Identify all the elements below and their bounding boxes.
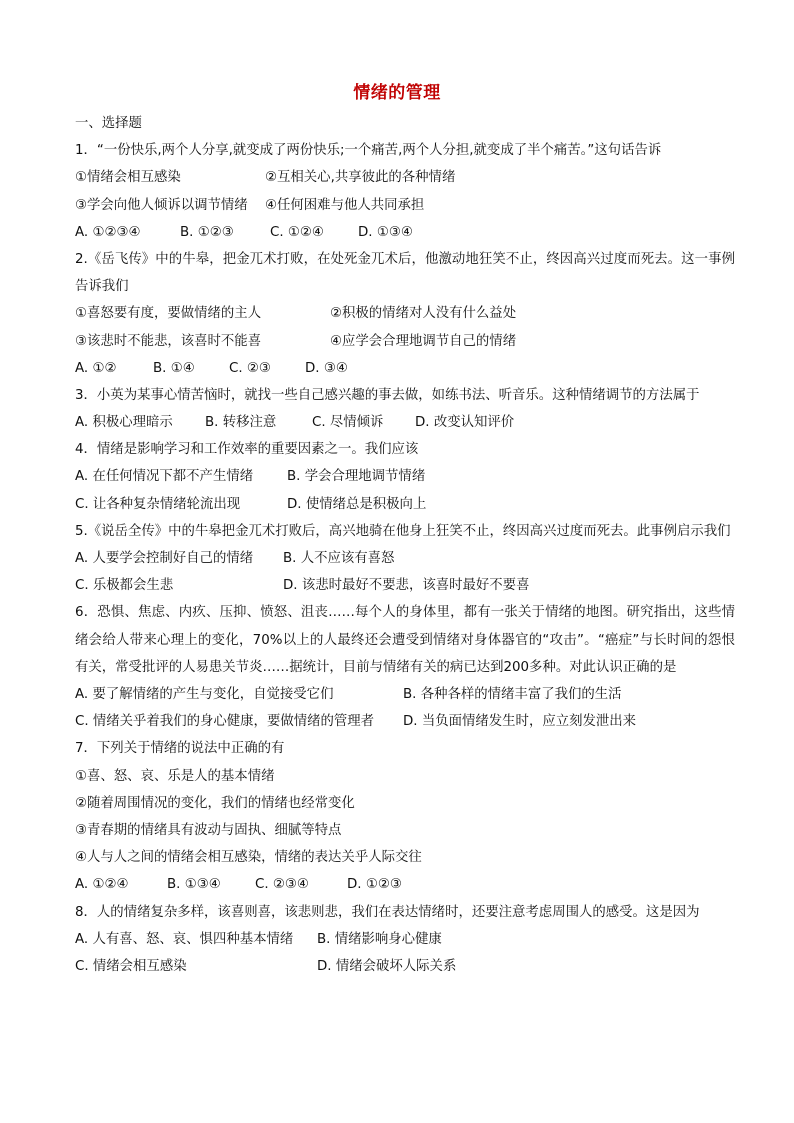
option-b[interactable]: B. 学会合理地调节情绪 xyxy=(287,469,426,485)
question-3-options xyxy=(75,409,735,436)
option-b[interactable]: B. 转移注意 xyxy=(205,415,277,431)
option-b[interactable]: B. 各种各样的情绪丰富了我们的生活 xyxy=(403,687,622,703)
option-b[interactable]: B. ①④ xyxy=(153,360,195,376)
statement: ②积极的情绪对人没有什么益处 xyxy=(330,306,517,322)
option-d[interactable]: D. ①②③ xyxy=(347,877,402,893)
option-d[interactable]: D. 改变认知评价 xyxy=(415,415,515,431)
statement: ②互相关心,共享彼此的各种情绪 xyxy=(265,170,456,186)
statement: ③青春期的情绪具有波动与固执、细腻等特点 xyxy=(75,822,342,838)
question-list xyxy=(75,110,735,980)
option-a[interactable]: A. 积极心理暗示 xyxy=(75,415,173,431)
question-7-stem: 7．下列关于情绪的说法中正确的有 xyxy=(75,741,285,757)
question-6-options-row-1 xyxy=(75,681,735,708)
option-d[interactable]: D. 该悲时最好不要悲，该喜时最好不要喜 xyxy=(283,578,530,594)
question-7-options xyxy=(75,871,735,898)
option-c[interactable]: C. 情绪关乎着我们的身心健康，要做情绪的管理者 xyxy=(75,714,375,730)
question-2-statements-row-2 xyxy=(75,328,735,355)
option-a[interactable]: A. ①②④ xyxy=(75,877,129,893)
question-1-statements-row-1 xyxy=(75,164,735,191)
question-6-options-row-2 xyxy=(75,708,735,735)
question-8-options-row-2 xyxy=(75,953,735,980)
option-d[interactable]: D. 使情绪总是积极向上 xyxy=(287,496,427,512)
statement: ①情绪会相互感染 xyxy=(75,170,181,186)
question-8-options-row-1 xyxy=(75,926,735,953)
statement: ④任何困难与他人共同承担 xyxy=(265,197,425,213)
question-5-stem: 5.《说岳全传》中的牛皋把金兀术打败后，高兴地骑在他身上狂笑不止，终因高兴过度而死去。此事例启示我们 xyxy=(75,523,731,539)
question-2-stem: 2.《岳飞传》中的牛皋，把金兀术打败，在处死金兀术后，他激动地狂笑不止，终因高兴过度而死去。这一事例告诉我们 xyxy=(75,251,735,295)
question-5-options-row-2 xyxy=(75,572,735,599)
option-c[interactable]: C. 乐极都会生悲 xyxy=(75,578,174,594)
option-c[interactable]: C. ②③ xyxy=(229,360,271,376)
question-3-stem: 3．小英为某事心情苦恼时，就找一些自己感兴趣的事去做，如练书法、听音乐。这种情绪调节的方法属于 xyxy=(75,387,700,403)
option-a[interactable]: A. 人有喜、怒、哀、惧四种基本情绪 xyxy=(75,931,294,947)
option-b[interactable]: B. ①②③ xyxy=(180,224,234,240)
statement: ②随着周围情况的变化，我们的情绪也经常变化 xyxy=(75,795,355,811)
option-b[interactable]: B. 情绪影响身心健康 xyxy=(317,931,442,947)
question-8-stem: 8．人的情绪复杂多样，该喜则喜，该悲则悲，我们在表达情绪时，还要注意考虑周围人的感受。这是因为 xyxy=(75,904,700,920)
question-2-statements-row-1 xyxy=(75,300,735,327)
option-b[interactable]: B. 人不应该有喜怒 xyxy=(283,551,395,567)
question-4-options-row-1 xyxy=(75,463,735,490)
option-c[interactable]: C. ②③④ xyxy=(255,877,309,893)
section-heading: 一、选择题 xyxy=(75,116,142,131)
question-5-options-row-1 xyxy=(75,545,735,572)
option-d[interactable]: D. ①③④ xyxy=(358,224,413,240)
question-4-stem: 4．情绪是影响学习和工作效率的重要因素之一。我们应该 xyxy=(75,442,419,458)
statement: ①喜怒要有度，要做情绪的主人 xyxy=(75,306,262,322)
option-c[interactable]: C. 让各种复杂情绪轮流出现 xyxy=(75,496,241,512)
statement: ④人与人之间的情绪会相互感染，情绪的表达关乎人际交往 xyxy=(75,850,422,866)
option-c[interactable]: C. 尽情倾诉 xyxy=(312,415,384,431)
option-d[interactable]: D. 当负面情绪发生时，应立刻发泄出来 xyxy=(403,714,637,730)
question-2-options xyxy=(75,355,735,382)
option-a[interactable]: A. 在任何情况下都不产生情绪 xyxy=(75,469,254,485)
option-b[interactable]: B. ①③④ xyxy=(167,877,221,893)
option-a[interactable]: A. ①②③④ xyxy=(75,224,141,240)
question-1-statements-row-2 xyxy=(75,192,735,219)
question-1-stem: 1．“一份快乐,两个人分享,就变成了两份快乐;一个痛苦,两个人分担,就变成了半个痛苦。”这句话告诉 xyxy=(75,143,662,159)
statement: ③学会向他人倾诉以调节情绪 xyxy=(75,197,248,213)
option-d[interactable]: D. ③④ xyxy=(305,360,348,376)
option-a[interactable]: A. ①② xyxy=(75,360,117,376)
option-c[interactable]: C. 情绪会相互感染 xyxy=(75,958,187,974)
question-6-stem: 6．恐惧、焦虑、内疚、压抑、愤怒、沮丧……每个人的身体里，都有一张关于情绪的地图。研究指出，这些情绪会给人带来心理上的变化，70%以上的人最终还会遭受到情绪对身体器官的“攻击”。“癌症”与长时间的怨恨有关，常受批评的人易患关节炎……据统计，目前与情绪有关的病已达到200多种。对此认识正确的是 xyxy=(75,605,735,675)
statement: ④应学会合理地调节自己的情绪 xyxy=(330,333,517,349)
option-c[interactable]: C. ①②④ xyxy=(270,224,324,240)
option-a[interactable]: A. 要了解情绪的产生与变化，自觉接受它们 xyxy=(75,687,334,703)
question-1-options xyxy=(75,219,735,246)
statement: ③该悲时不能悲，该喜时不能喜 xyxy=(75,333,262,349)
statement: ①喜、怒、哀、乐是人的基本情绪 xyxy=(75,768,275,784)
question-4-options-row-2 xyxy=(75,491,735,518)
option-d[interactable]: D. 情绪会破坏人际关系 xyxy=(317,958,457,974)
document-title: 情绪的管理 xyxy=(353,83,441,103)
option-a[interactable]: A. 人要学会控制好自己的情绪 xyxy=(75,551,254,567)
